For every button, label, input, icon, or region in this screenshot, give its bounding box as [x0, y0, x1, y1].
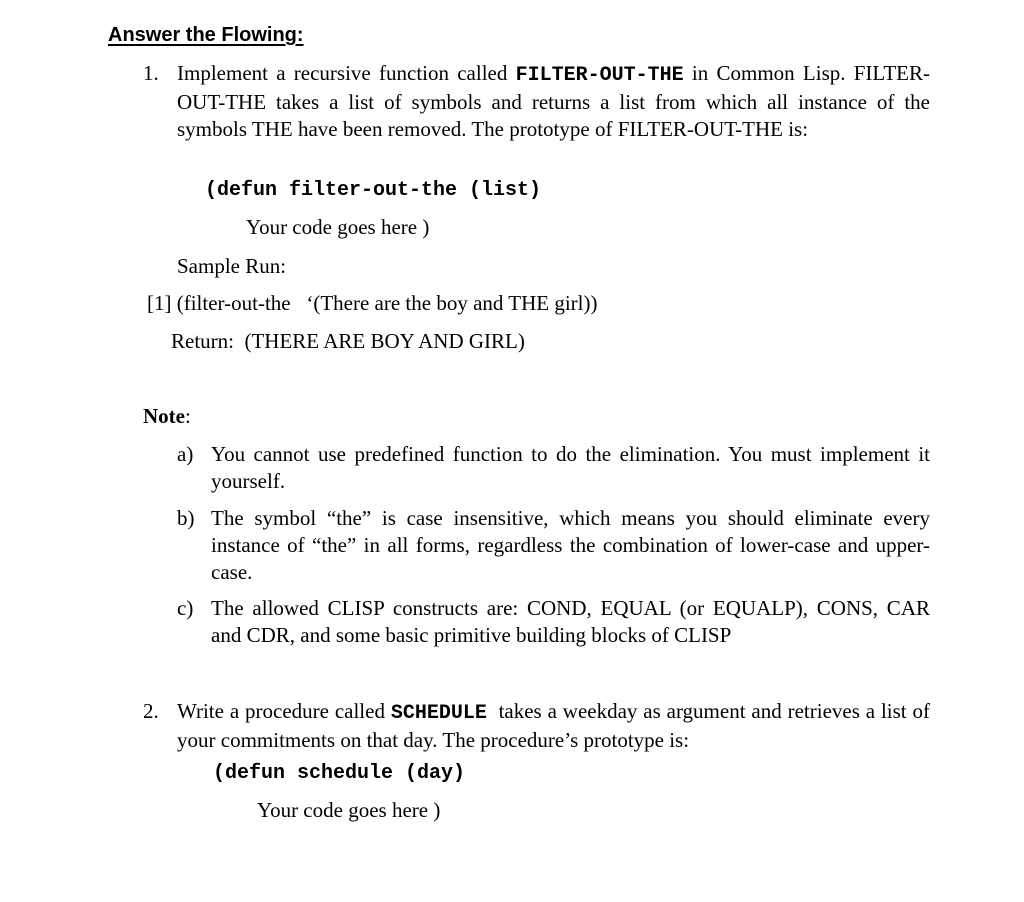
note-item-c-marker: c)	[177, 596, 194, 620]
q2-code-line: (defun schedule (day)	[213, 762, 466, 785]
q2-intro-post: takes a weekday as argument and retrieves a list of your commitments on that day. The procedure’s prototype is:	[177, 699, 936, 752]
q1-sample-call: [1] (filter-out-the ‘(There are the boy and THE girl))	[147, 291, 598, 315]
note-item-b-text: The symbol “the” is case insensitive, which means you should eliminate every instance of “the” in all forms, regardless the combination of lower-case and upper-case.	[211, 506, 930, 584]
q2-procedure-name: SCHEDULE	[390, 702, 487, 725]
note-heading	[143, 403, 191, 430]
page-heading: Answer the Flowing:	[108, 24, 304, 46]
q1-number: 1.	[143, 61, 159, 85]
q1-code-line: (defun filter-out-the (list)	[205, 179, 542, 202]
q1-sample-label: Sample Run:	[177, 254, 287, 278]
q1-intro	[177, 60, 930, 143]
note-item-c-text: The allowed CLISP constructs are: COND, EQUAL (or EQUALP), CONS, CAR and CDR, and some basic primitive building blocks of CLISP	[211, 596, 930, 647]
q1-intro-pre: Implement a recursive function called	[177, 61, 516, 85]
note-item-a-marker: a)	[177, 442, 194, 466]
note-item-a-text: You cannot use predefined function to do the elimination. You must implement it yourself.	[211, 442, 930, 493]
note-colon: :	[184, 404, 191, 428]
q2-code-body: Your code goes here )	[257, 798, 441, 822]
q1-code-body: Your code goes here )	[246, 215, 430, 239]
note-item-b-marker: b)	[177, 506, 195, 530]
q2-intro	[177, 698, 936, 754]
note-label: Note	[143, 404, 185, 428]
q2-intro-pre: Write a procedure called	[177, 699, 391, 723]
q1-sample-return: Return: (THERE ARE BOY AND GIRL)	[171, 329, 525, 353]
q1-intro-post: in Common Lisp. FILTER-OUT-THE takes a list of symbols and returns a list from which all instance of the symbols THE have been removed. The prototype of FILTER-OUT-THE is:	[177, 61, 930, 141]
q1-function-name: FILTER-OUT-THE	[515, 64, 684, 87]
q2-number: 2.	[143, 699, 159, 723]
